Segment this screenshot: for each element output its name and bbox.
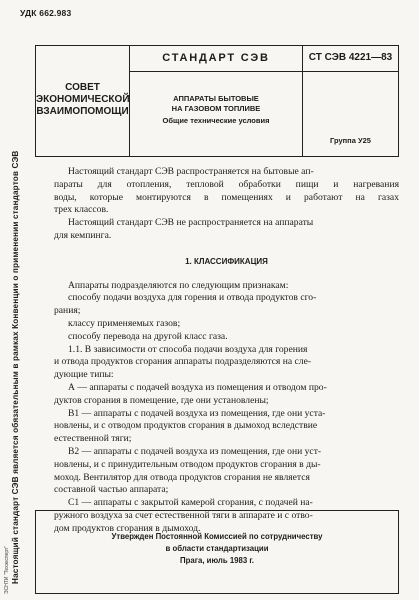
text-line: трех классов.	[54, 204, 109, 216]
document-subtitle: Общие технические условия	[162, 116, 270, 125]
text-line: ружного воздуха за счет естественной тяги в аппарате и с отво-	[54, 509, 313, 521]
document-body	[54, 166, 399, 536]
text-line: воды, которые монтируются в помещениях и работают на газах	[54, 191, 399, 203]
text-line: составной частью аппарата;	[54, 484, 169, 496]
text-line: новлены, и с принудительным отводом продуктов сгорания в ды-	[54, 458, 321, 470]
council-name: СОВЕТ ЭКОНОМИЧЕСКОЙ ВЗАИМОПОМОЩИ	[36, 82, 130, 117]
archive-stamp: ЭСНТИ "Техэксперт"	[4, 545, 10, 594]
council-cell	[36, 46, 130, 156]
text-line: и отвода продуктов сгорания аппараты подразделяются на сле-	[54, 356, 312, 368]
text-line: дующие типы:	[54, 369, 114, 381]
text-line: В1 — аппараты с подачей воздуха из помещения, где они уста-	[68, 407, 326, 419]
document-title: АППАРАТЫ БЫТОВЫЕ НА ГАЗОВОМ ТОПЛИВЕ	[171, 94, 261, 113]
approval-box	[35, 510, 399, 594]
text-line: 1.1. В зависимости от способа подачи воздуха для горения	[68, 343, 308, 355]
text-line: дом продуктов сгорания в дымоход.	[54, 522, 201, 534]
text-line: параты для отопления, тепловой обработки пищи и нагревания	[54, 178, 399, 190]
text-line: В2 — аппараты с подачей воздуха из помещения, где они уст-	[68, 445, 322, 457]
text-line: Настоящий стандарт СЭВ распространяется на бытовые ап-	[68, 166, 314, 177]
approval-date: Прага, июль 1983 г.	[180, 556, 254, 565]
standard-label: СТАНДАРТ СЭВ	[162, 52, 270, 64]
text-line: дуктов сгорания в помещение, где они установлены;	[54, 394, 269, 406]
text-line: классу применяемых газов;	[68, 317, 181, 329]
text-line: С1 — аппараты с закрытой камерой сгорания, с подачей на-	[68, 497, 313, 509]
title-cell	[130, 46, 303, 156]
text-line: естественной тяги;	[54, 433, 132, 445]
section-heading: 1. КЛАССИФИКАЦИЯ	[185, 256, 268, 266]
standard-number: СТ СЭВ 4221—83	[308, 52, 393, 63]
text-line: Настоящий стандарт СЭВ не распространяется на аппараты	[68, 217, 314, 229]
text-line: способу подачи воздуха для горения и отвода продуктов сго-	[68, 292, 317, 304]
group-code: Группа У25	[330, 136, 371, 145]
text-line: новлены, и с отводом продуктов сгорания в дымоход вследствие	[54, 420, 318, 432]
udk-code: УДК 662.983	[20, 8, 72, 18]
text-line: рания;	[54, 305, 81, 317]
approval-line: в области стандартизации	[165, 544, 269, 553]
header-divider	[130, 71, 398, 72]
text-line: для кемпинга.	[54, 229, 112, 241]
text-line: Аппараты подразделяются по следующим признакам:	[68, 279, 289, 291]
text-line: моход. Вентилятор для отвода продуктов сгорания не является	[54, 471, 310, 483]
approval-line: Утвержден Постоянной Комиссией по сотрудничеству	[111, 532, 323, 541]
header-table	[35, 45, 399, 157]
text-line: А — аппараты с подачей воздуха из помещения и отводом про-	[68, 381, 327, 393]
text-line: способу перевода на другой класс газа.	[68, 330, 228, 342]
side-note: Настоящий стандарт СЭВ является обязательным в рамках Конвенции о применении стандартов СЭВ	[11, 150, 20, 584]
